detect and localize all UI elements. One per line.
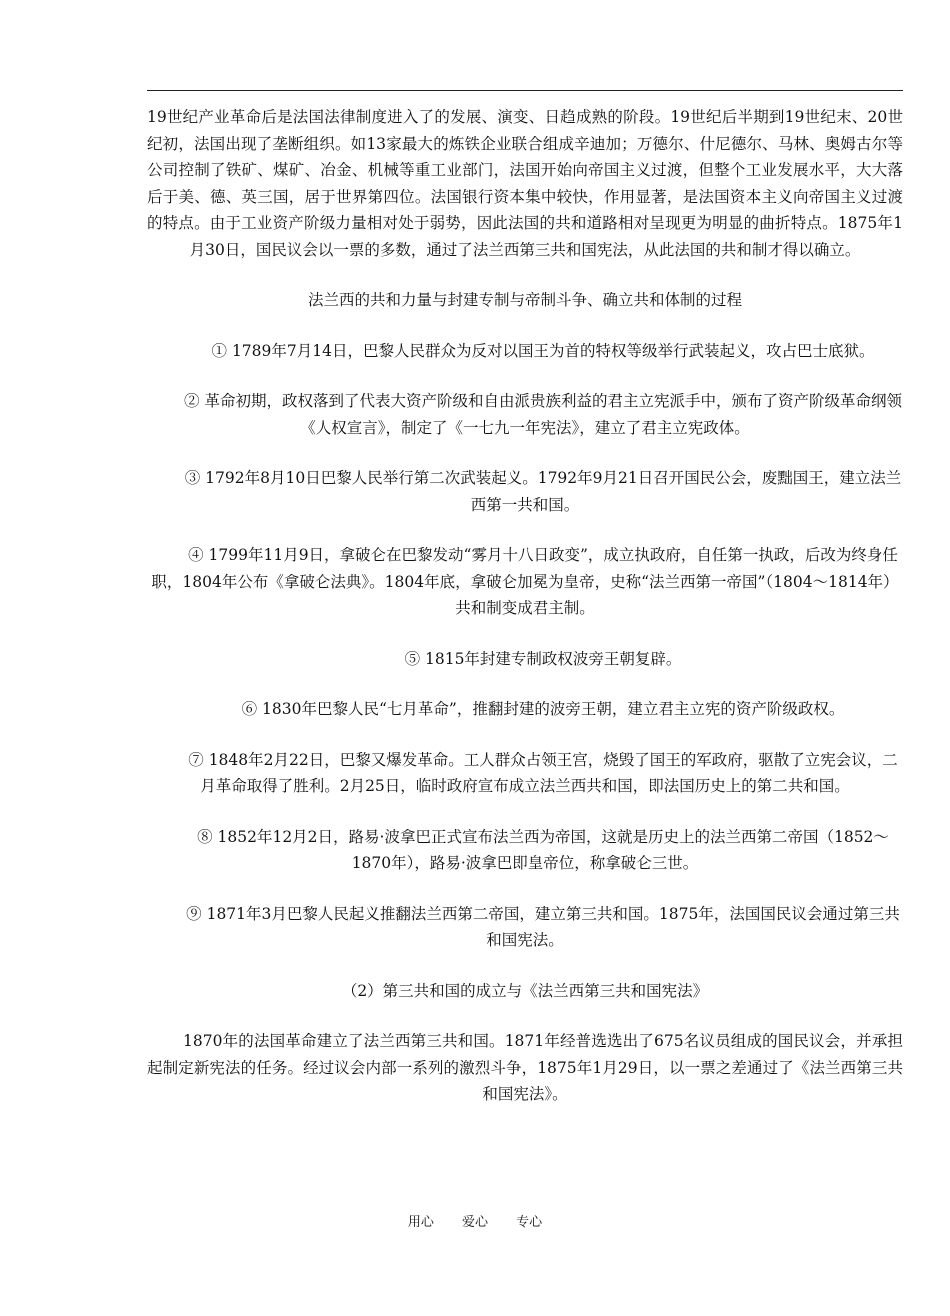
- list-item: ③ 1792年8月10日巴黎人民举行第二次武装起义。1792年9月21日召开国民公会，废黜国王，建立法兰西第一共和国。: [184, 469, 902, 514]
- list-item: ⑤ 1815年封建专制政权波旁王朝复辟。: [404, 649, 682, 668]
- intro-paragraph: 19世纪产业革命后是法国法律制度进入了的发展、演变、日趋成熟的阶段。19世纪后半期到19世纪末、20世纪初，法国出现了垄断组织。如13家最大的炼铁企业联合组成辛迪加；万德尔、什尼德尔、马林、奥姆古尔等公司控制了铁矿、煤矿、冶金、机械等重工业部门，法国开始向帝国主义过渡，但整个工业发展水平，大大落后于美、德、英三国，居于世界第四位。法国银行资本集中较快，作用显著，是法国资本主义向帝国主义过渡的特点。由于工业资产阶级力量相对处于弱势，因此法国的共和道路相对呈现更为明显的曲折特点。1875年1月30日，国民议会以一票的多数，通过了法兰西第三共和国宪法，从此法国的共和制才得以确立。: [147, 108, 903, 259]
- footer-text: 专心: [516, 1215, 543, 1230]
- list-item: ⑦ 1848年2月22日，巴黎又爆发革命。工人群众占领王宫，烧毁了国王的军政府，驱散了立宪会议，二月革命取得了胜利。2月25日，临时政府宣布成立法兰西共和国，即法国历史上的第二共和国。: [188, 750, 898, 795]
- footer-text: 用心: [407, 1215, 434, 1230]
- list-item: ⑧ 1852年12月2日，路易·波拿巴正式宣布法兰西为帝国，这就是历史上的法兰西第二帝国（1852～1870年），路易·波拿巴即皇帝位，称拿破仑三世。: [197, 827, 889, 872]
- list-item: ② 革命初期，政权落到了代表大资产阶级和自由派贵族利益的君主立宪派手中，颁布了资产阶级革命纲领《人权宣言》，制定了《一七九一年宪法》，建立了君主立宪政体。: [184, 392, 902, 437]
- list-item: ⑨ 1871年3月巴黎人民起义推翻法兰西第二帝国，建立第三共和国。1875年，法国国民议会通过第三共和国宪法。: [186, 904, 900, 949]
- header-rule: [147, 90, 903, 91]
- section-title: 法兰西的共和力量与封建专制与帝制斗争、确立共和体制的过程: [307, 291, 742, 309]
- footer-text: 爱心: [461, 1215, 488, 1230]
- list-item: ① 1789年7月14日，巴黎人民群众为反对以国王为首的特权等级举行武装起义，攻占巴士底狱。: [211, 341, 875, 360]
- list-item: ⑥ 1830年巴黎人民“七月革命”，推翻封建的波旁王朝，建立君主立宪的资产阶级政权。: [241, 700, 845, 718]
- document-body: [147, 104, 903, 1132]
- closing-paragraph: 1870年的法国革命建立了法兰西第三共和国。1871年经普选选出了675名议员组成的国民议会，并承担起制定新宪法的任务。经过议会内部一系列的激烈斗争，1875年1月29日，以一票之差通过了《法兰西第三共和国宪法》。: [147, 1032, 903, 1103]
- list-item: ④ 1799年11月9日，拿破仑在巴黎发动“雾月十八日政变”，成立执政府，自任第一执政，后改为终身任职，1804年公布《拿破仑法典》。1804年底，拿破仑加冕为皇帝，史称“法兰西第一帝国”（1804～1814年）共和制变成君主制。: [151, 546, 899, 617]
- subsection-title: （2）第三共和国的成立与《法兰西第三共和国宪法》: [341, 981, 709, 1000]
- page-footer: [0, 1211, 950, 1230]
